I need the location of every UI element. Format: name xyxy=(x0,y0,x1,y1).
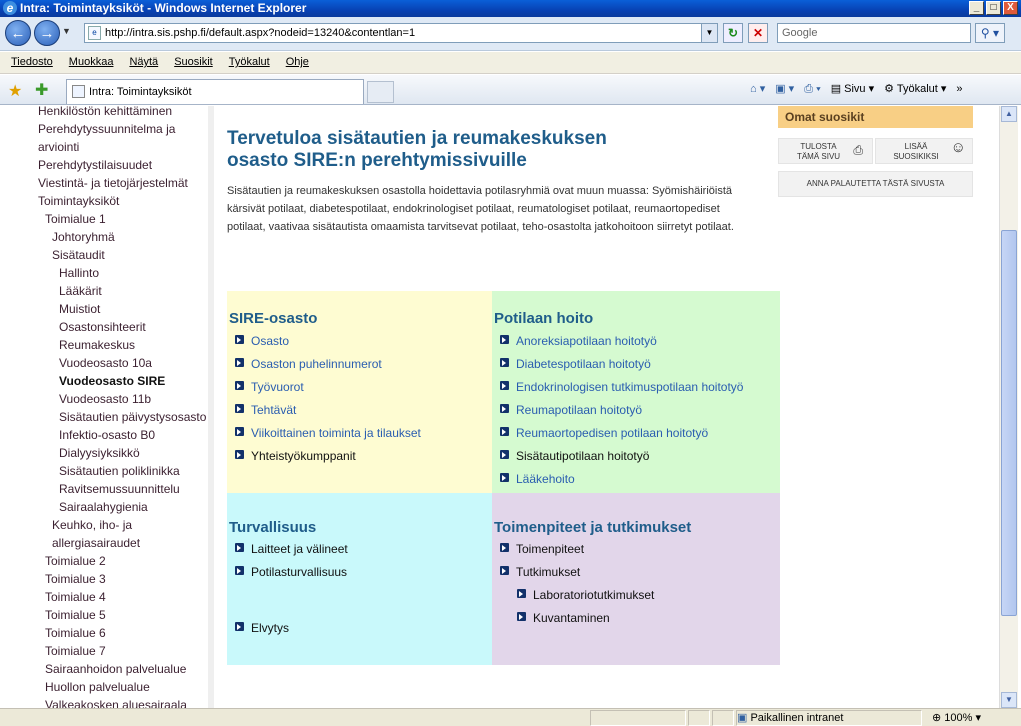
menu-tools[interactable]: Työkalut xyxy=(228,56,270,68)
add-favorite-icon[interactable]: ✚ xyxy=(35,82,49,99)
leftnav-item[interactable]: Sisätautien päivystysosasto xyxy=(59,410,207,424)
feedback-button[interactable]: ANNA PALAUTETTA TÄSTÄ SIVUSTA xyxy=(778,171,973,197)
panel-link[interactable]: Anoreksiapotilaan hoitotyö xyxy=(500,334,657,348)
smiley-icon: ☺ xyxy=(950,139,966,156)
print-label-1: TULOSTA xyxy=(800,142,837,151)
refresh-button[interactable]: ↻ xyxy=(723,23,743,43)
status-segment xyxy=(688,710,710,726)
more-icon[interactable]: » xyxy=(956,83,963,95)
page-title-line1: Tervetuloa sisätautien ja reumakeskuksen xyxy=(227,128,607,149)
status-zone xyxy=(737,710,843,726)
panel-link[interactable]: Toimenpiteet xyxy=(500,542,584,556)
menu-file[interactable]: Tiedosto xyxy=(11,56,53,68)
menu-help[interactable]: Ohje xyxy=(285,56,309,68)
panel-link[interactable]: Reumapotilaan hoitotyö xyxy=(500,403,642,417)
search-icon: ⚲ xyxy=(980,26,990,40)
page-content xyxy=(0,106,999,708)
menu-view[interactable]: Näytä xyxy=(129,56,159,68)
leftnav-item[interactable]: arviointi xyxy=(38,140,80,154)
page-menu[interactable]: ▤ Sivu ▾ xyxy=(830,83,875,95)
page-title-line2: osasto SIRE:n perehtymissivuille xyxy=(227,150,527,171)
zoom-level: 100% xyxy=(944,712,973,724)
leftnav-item[interactable]: Johtoryhmä xyxy=(52,230,115,244)
tab-intra[interactable] xyxy=(66,79,364,104)
panel-link[interactable]: Endokrinologisen tutkimuspotilaan hoitotyö xyxy=(500,380,743,394)
minimize-button[interactable]: _ xyxy=(969,1,984,15)
leftnav-item[interactable]: Toimialue 5 xyxy=(45,608,106,622)
back-button[interactable]: ← xyxy=(5,20,31,46)
panel-title: Turvallisuus xyxy=(229,519,317,536)
forward-button[interactable]: → xyxy=(34,20,60,46)
home-icon[interactable]: ⌂ ▾ xyxy=(750,83,766,95)
window-titlebar xyxy=(0,0,1021,17)
add-label-1: LISÄÄ xyxy=(904,142,928,151)
vertical-scrollbar[interactable] xyxy=(999,106,1018,708)
panel-link[interactable]: Diabetespotilaan hoitotyö xyxy=(500,357,651,371)
left-navigation xyxy=(0,106,214,708)
leftnav-item[interactable]: Sisätautien poliklinikka xyxy=(59,464,180,478)
new-tab-button[interactable] xyxy=(367,81,394,103)
panel-link[interactable]: Reumaortopedisen potilaan hoitotyö xyxy=(500,426,708,440)
address-text: http://intra.sis.pshp.fi/default.aspx?nodeid=13240&contentlan=1 xyxy=(105,27,416,39)
print-page-button[interactable] xyxy=(778,138,873,164)
leftnav-item[interactable]: Perehdytyssuunnitelma ja xyxy=(38,122,176,136)
status-segment xyxy=(590,710,686,726)
panel-link[interactable]: Kuvantaminen xyxy=(517,611,610,625)
panel-link[interactable]: Työvuorot xyxy=(235,380,304,394)
panel-link[interactable]: Potilasturvallisuus xyxy=(235,565,347,579)
panel-link[interactable]: Tutkimukset xyxy=(500,565,580,579)
stop-button[interactable]: ✕ xyxy=(748,23,768,43)
panel-link[interactable]: Osasto xyxy=(235,334,289,348)
leftnav-item[interactable]: Vuodeosasto 10a xyxy=(59,356,152,370)
leftnav-item[interactable]: Osastonsihteerit xyxy=(59,320,146,334)
status-bar xyxy=(0,708,1021,726)
leftnav-item[interactable]: Huollon palvelualue xyxy=(45,680,150,694)
leftnav-item[interactable]: Valkeakosken aluesairaala xyxy=(45,698,187,708)
leftnav-item[interactable]: Toimialue 2 xyxy=(45,554,106,568)
page-menu-label: Sivu xyxy=(844,83,866,95)
search-button[interactable]: ⚲ ▾ xyxy=(975,23,1005,43)
leftnav-item[interactable]: Perehdytystilaisuudet xyxy=(38,158,153,172)
scroll-down-button[interactable]: ▼ xyxy=(1001,692,1017,708)
scroll-thumb[interactable] xyxy=(1001,230,1017,616)
leftnav-item[interactable]: Infektio-osasto B0 xyxy=(59,428,156,442)
search-input[interactable]: Google xyxy=(777,23,971,43)
panel-link[interactable]: Yhteistyökumppanit xyxy=(235,449,356,463)
status-segment xyxy=(712,710,734,726)
panel-link[interactable]: Sisätautipotilaan hoitotyö xyxy=(500,449,649,463)
zoom-icon: ⊕ xyxy=(932,712,945,724)
tab-label: Intra: Toimintayksiköt xyxy=(89,86,192,98)
panel-link[interactable]: Viikoittainen toiminta ja tilaukset xyxy=(235,426,421,440)
leftnav-item[interactable]: Sairaalahygienia xyxy=(59,500,148,514)
recent-pages-dropdown-icon[interactable]: ▼ xyxy=(62,26,71,36)
panel-title: Potilaan hoito xyxy=(494,310,594,327)
leftnav-item[interactable]: Dialyysiyksikkö xyxy=(59,446,140,460)
page-title xyxy=(227,128,727,172)
panel-link[interactable]: Elvytys xyxy=(235,621,289,635)
menu-edit[interactable]: Muokkaa xyxy=(68,56,114,68)
leftnav-item[interactable]: Sairaanhoidon palvelualue xyxy=(45,662,187,676)
leftnav-item[interactable]: Toimialue 4 xyxy=(45,590,106,604)
leftnav-item[interactable]: Lääkärit xyxy=(59,284,102,298)
command-bar xyxy=(750,81,963,97)
print-icon[interactable]: ⎙ ▾ xyxy=(804,83,821,95)
panel-sire-osasto xyxy=(227,291,492,493)
scroll-up-button[interactable]: ▲ xyxy=(1001,106,1017,122)
tab-bar xyxy=(0,75,1021,105)
maximize-button[interactable]: □ xyxy=(986,1,1001,15)
panel-potilaan-hoito xyxy=(492,291,780,493)
favorites-header: Omat suosikit xyxy=(778,106,973,128)
address-field[interactable] xyxy=(84,23,718,43)
status-zone-label: Paikallinen intranet xyxy=(750,712,844,724)
favorites-star-icon[interactable]: ★ xyxy=(8,83,23,100)
address-toolbar xyxy=(0,17,1021,51)
panel-title: SIRE-osasto xyxy=(229,310,318,327)
panel-turvallisuus xyxy=(227,493,492,665)
leftnav-item[interactable]: Henkilöstön kehittäminen xyxy=(38,106,173,118)
print-label-2: TÄMÄ SIVU xyxy=(796,152,841,161)
address-dropdown-icon[interactable]: ▼ xyxy=(701,24,717,42)
panel-toimenpiteet xyxy=(492,493,780,665)
close-button[interactable]: X xyxy=(1003,1,1018,15)
feeds-icon[interactable]: ▣ ▾ xyxy=(775,83,795,95)
intro-text: Sisätautien ja reumakeskuksen osastolla hoidettavia potilasryhmiä ovat muun muassa: Syömishäiriöistä kärsivät potilaat, diabetespotilaat, endokrinologiset potilaat, reumatologiset potilaat, reumaortopediset potilaat, vaativaa sisätautista omaamista tarvitsevat potilaat, teho-osastolta jatkohoitoon siirretyt potilaat. xyxy=(227,185,734,233)
tools-menu-label: Työkalut xyxy=(896,83,938,95)
tab-page-icon xyxy=(72,85,85,98)
leftnav-item[interactable]: Toimialue 3 xyxy=(45,572,106,586)
leftnav-item[interactable]: Ravitsemussuunnittelu xyxy=(59,482,180,496)
panel-link[interactable]: Laitteet ja välineet xyxy=(235,542,348,556)
add-label-2: SUOSIKIKSI xyxy=(893,152,939,161)
leftnav-item[interactable]: Viestintä- ja tietojärjestelmät xyxy=(38,176,188,190)
leftnav-item[interactable]: Toimialue 6 xyxy=(45,626,106,640)
zoom-control[interactable]: ⊕ 100% ▾ xyxy=(932,712,981,724)
printer-icon: ⎙ xyxy=(853,143,863,157)
leftnav-item[interactable]: Reumakeskus xyxy=(59,338,136,352)
menu-favorites[interactable]: Suosikit xyxy=(174,56,213,68)
ie-logo-icon: e xyxy=(3,1,17,15)
menu-bar xyxy=(0,52,1021,74)
leftnav-item[interactable]: Toimialue 7 xyxy=(45,644,106,658)
leftnav-item[interactable]: Vuodeosasto 11b xyxy=(59,392,152,406)
leftnav-item[interactable]: Sisätaudit xyxy=(52,248,105,262)
window-title: Intra: Toimintayksiköt - Windows Internet Explorer xyxy=(20,1,307,15)
panel-link[interactable]: Tehtävät xyxy=(235,403,296,417)
page-icon: e xyxy=(88,26,101,40)
panel-link[interactable]: Laboratoriotutkimukset xyxy=(517,588,654,602)
tools-menu[interactable]: ⚙ Työkalut ▾ xyxy=(884,83,947,95)
leftnav-item[interactable]: Muistiot xyxy=(59,302,101,316)
intranet-icon: ▣ xyxy=(737,712,751,724)
leftnav-item[interactable]: Keuhko, iho- ja xyxy=(52,518,133,532)
add-favorite-button[interactable] xyxy=(875,138,973,164)
panel-title: Toimenpiteet ja tutkimukset xyxy=(494,519,692,536)
leftnav-item[interactable]: Toimintayksiköt xyxy=(38,194,120,208)
panel-link[interactable]: Lääkehoito xyxy=(500,472,575,486)
panel-link[interactable]: Osaston puhelinnumerot xyxy=(235,357,382,371)
leftnav-item[interactable]: Toimialue 1 xyxy=(45,212,106,226)
leftnav-item[interactable]: Hallinto xyxy=(59,266,100,280)
leftnav-item-current[interactable]: Vuodeosasto SIRE xyxy=(59,374,166,388)
leftnav-item[interactable]: allergiasairaudet xyxy=(52,536,141,550)
